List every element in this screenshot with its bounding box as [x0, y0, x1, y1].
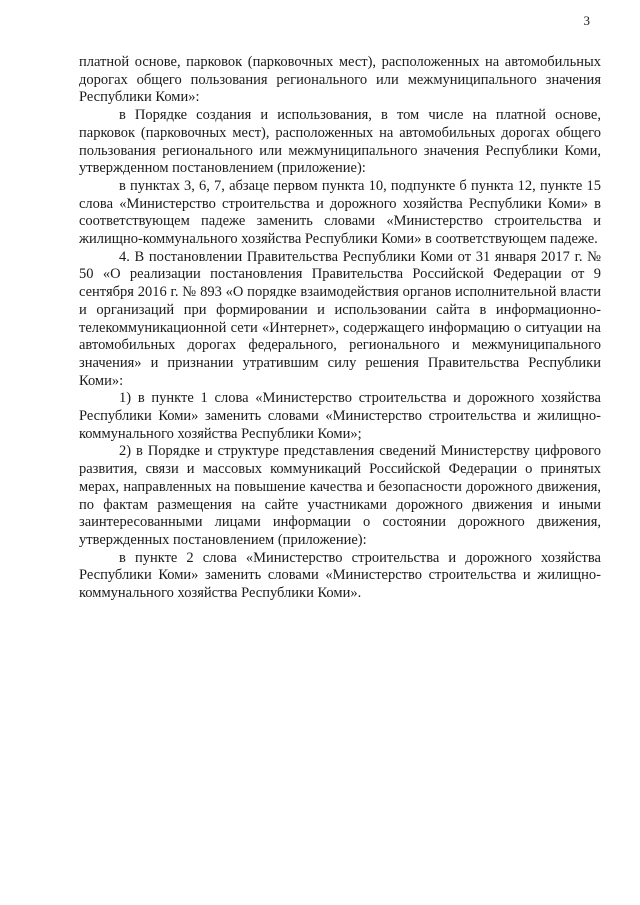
paragraph-subitem-1: 1) в пункте 1 слова «Министерство строительства и дорожного хозяйства Республики Коми» заменить словами «Министерство строительства и жилищно-коммунального хозяйства Республики Коми»;: [79, 390, 601, 442]
paragraph-item-4: 4. В постановлении Правительства Республики Коми от 31 января 2017 г. № 50 «О реализации постановления Правительства Российской Федерации от 9 сентября 2016 г. № 893 «О порядке взаимодействия органов исполнительной власти и организаций при формировании и использовании сайта в информационно-телекоммуникационной сети «Интернет», содержащего информацию о ситуации на автомобильных дорогах федерального, регионального и межмуниципального значения» и признании утратившим силу решения Правительства Республики Коми»:: [79, 248, 601, 389]
paragraph-subitem-2-point-2: в пункте 2 слова «Министерство строительства и дорожного хозяйства Республики Коми» заменить словами «Министерство строительства и жилищно-коммунального хозяйства Республики Коми».: [79, 549, 601, 602]
document-body: [79, 54, 601, 603]
paragraph-parking-points: в пунктах 3, 6, 7, абзаце первом пункта 10, подпункте б пункта 12, пункте 15 слова «Министерство строительства и дорожного хозяйства Республики Коми» в соответствующем падеже заменить словами «Министерство строительства и жилищно-коммунального хозяйства Республики Коми» в соответствующем падеже.: [79, 177, 601, 248]
paragraph-parking-procedure: в Порядке создания и использования, в том числе на платной основе, парковок (парковочных мест), расположенных на автомобильных дорогах общего пользования регионального или межмуниципального значения Республики Коми, утвержденном постановлением (приложение):: [79, 107, 601, 177]
page-number: 3: [583, 13, 590, 28]
paragraph-subitem-2: 2) в Порядке и структуре представления сведений Министерству цифрового развития, связи и массовых коммуникаций Российской Федерации о принятых мерах, направленных на повышение качества и безопасности дорожного движения, по фактам размещения на сайте участниками дорожного движения и иными заинтересованными лицами информации о состоянии дорожного движения, утвержденных постановлением (приложение):: [79, 443, 601, 548]
paragraph-continuation: платной основе, парковок (парковочных мест), расположенных на автомобильных дорогах общего пользования регионального или межмуниципального значения Республики Коми»:: [79, 54, 601, 106]
